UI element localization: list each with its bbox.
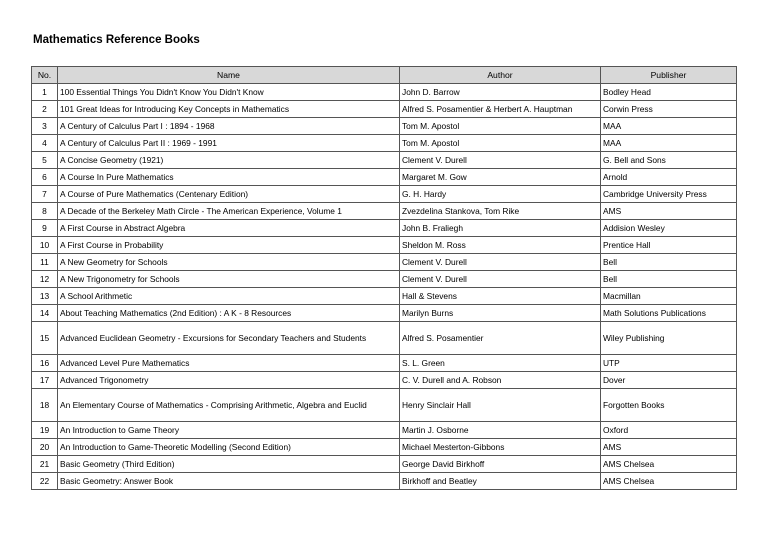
cell-name: A Course In Pure Mathematics — [58, 169, 400, 186]
cell-name: A First Course in Probability — [58, 237, 400, 254]
cell-publisher: Addision Wesley — [601, 220, 737, 237]
cell-name: A School Arithmetic — [58, 288, 400, 305]
cell-no: 5 — [32, 152, 58, 169]
cell-no: 8 — [32, 203, 58, 220]
cell-publisher: Prentice Hall — [601, 237, 737, 254]
cell-author: Michael Mesterton-Gibbons — [400, 439, 601, 456]
cell-no: 6 — [32, 169, 58, 186]
cell-name: A Concise Geometry (1921) — [58, 152, 400, 169]
table-row — [32, 254, 737, 271]
cell-name: A Course of Pure Mathematics (Centenary Edition) — [58, 186, 400, 203]
page-title: Mathematics Reference Books — [33, 34, 200, 46]
cell-no: 7 — [32, 186, 58, 203]
table-row — [32, 355, 737, 372]
cell-no: 16 — [32, 355, 58, 372]
cell-publisher: AMS Chelsea — [601, 456, 737, 473]
cell-author: Clement V. Durell — [400, 254, 601, 271]
cell-no: 3 — [32, 118, 58, 135]
cell-name: Basic Geometry (Third Edition) — [58, 456, 400, 473]
cell-publisher: Math Solutions Publications — [601, 305, 737, 322]
table-row — [32, 322, 737, 355]
cell-name: 101 Great Ideas for Introducing Key Concepts in Mathematics — [58, 101, 400, 118]
cell-no: 4 — [32, 135, 58, 152]
cell-author: C. V. Durell and A. Robson — [400, 372, 601, 389]
cell-author: Alfred S. Posamentier — [400, 322, 601, 355]
cell-publisher: AMS — [601, 439, 737, 456]
table-row — [32, 220, 737, 237]
table-row — [32, 118, 737, 135]
table-row — [32, 422, 737, 439]
table-row — [32, 152, 737, 169]
cell-name: An Introduction to Game Theory — [58, 422, 400, 439]
cell-publisher: MAA — [601, 135, 737, 152]
cell-publisher: Wiley Publishing — [601, 322, 737, 355]
header-author: Author — [400, 67, 601, 84]
cell-no: 19 — [32, 422, 58, 439]
cell-author: Clement V. Durell — [400, 152, 601, 169]
cell-name: An Introduction to Game-Theoretic Modelling (Second Edition) — [58, 439, 400, 456]
cell-name: A Century of Calculus Part I : 1894 - 1968 — [58, 118, 400, 135]
cell-name: A New Trigonometry for Schools — [58, 271, 400, 288]
table-row — [32, 186, 737, 203]
cell-name: A Decade of the Berkeley Math Circle - The American Experience, Volume 1 — [58, 203, 400, 220]
cell-no: 2 — [32, 101, 58, 118]
cell-no: 9 — [32, 220, 58, 237]
cell-author: Sheldon M. Ross — [400, 237, 601, 254]
table-row — [32, 135, 737, 152]
cell-no: 20 — [32, 439, 58, 456]
cell-publisher: Dover — [601, 372, 737, 389]
table-row — [32, 456, 737, 473]
cell-author: Clement V. Durell — [400, 271, 601, 288]
cell-no: 14 — [32, 305, 58, 322]
cell-publisher: Cambridge University Press — [601, 186, 737, 203]
cell-author: Marilyn Burns — [400, 305, 601, 322]
table-row — [32, 473, 737, 490]
cell-name: Basic Geometry: Answer Book — [58, 473, 400, 490]
table-row — [32, 271, 737, 288]
cell-no: 1 — [32, 84, 58, 101]
cell-name: Advanced Trigonometry — [58, 372, 400, 389]
cell-publisher: AMS Chelsea — [601, 473, 737, 490]
cell-publisher: Arnold — [601, 169, 737, 186]
cell-author: John B. Fraliegh — [400, 220, 601, 237]
table-row — [32, 288, 737, 305]
cell-publisher: Corwin Press — [601, 101, 737, 118]
cell-no: 10 — [32, 237, 58, 254]
table-row — [32, 372, 737, 389]
cell-author: S. L. Green — [400, 355, 601, 372]
cell-author: Henry Sinclair Hall — [400, 389, 601, 422]
cell-no: 15 — [32, 322, 58, 355]
table-row — [32, 169, 737, 186]
cell-publisher: Bell — [601, 271, 737, 288]
cell-name: A Century of Calculus Part II : 1969 - 1991 — [58, 135, 400, 152]
cell-name: A First Course in Abstract Algebra — [58, 220, 400, 237]
cell-name: 100 Essential Things You Didn't Know You Didn't Know — [58, 84, 400, 101]
cell-publisher: Bell — [601, 254, 737, 271]
cell-author: Tom M. Apostol — [400, 135, 601, 152]
cell-author: Martin J. Osborne — [400, 422, 601, 439]
cell-no: 18 — [32, 389, 58, 422]
cell-author: Tom M. Apostol — [400, 118, 601, 135]
cell-author: Zvezdelina Stankova, Tom Rike — [400, 203, 601, 220]
cell-publisher: Bodley Head — [601, 84, 737, 101]
cell-publisher: G. Bell and Sons — [601, 152, 737, 169]
cell-no: 22 — [32, 473, 58, 490]
cell-author: Alfred S. Posamentier & Herbert A. Hauptman — [400, 101, 601, 118]
cell-publisher: Macmillan — [601, 288, 737, 305]
header-publisher: Publisher — [601, 67, 737, 84]
cell-name: A New Geometry for Schools — [58, 254, 400, 271]
cell-name: About Teaching Mathematics (2nd Edition) : A K - 8 Resources — [58, 305, 400, 322]
cell-no: 11 — [32, 254, 58, 271]
cell-no: 12 — [32, 271, 58, 288]
cell-no: 17 — [32, 372, 58, 389]
books-table — [31, 66, 737, 490]
cell-publisher: AMS — [601, 203, 737, 220]
cell-author: Margaret M. Gow — [400, 169, 601, 186]
table-row — [32, 237, 737, 254]
header-no: No. — [32, 67, 58, 84]
cell-publisher: Oxford — [601, 422, 737, 439]
cell-author: George David Birkhoff — [400, 456, 601, 473]
cell-author: Hall & Stevens — [400, 288, 601, 305]
cell-publisher: UTP — [601, 355, 737, 372]
cell-name: An Elementary Course of Mathematics - Comprising Arithmetic, Algebra and Euclid — [58, 389, 400, 422]
cell-name: Advanced Level Pure Mathematics — [58, 355, 400, 372]
cell-author: John D. Barrow — [400, 84, 601, 101]
cell-no: 13 — [32, 288, 58, 305]
table-row — [32, 84, 737, 101]
table-row — [32, 389, 737, 422]
table-row — [32, 305, 737, 322]
table-row — [32, 203, 737, 220]
table-header-row — [32, 67, 737, 84]
table-row — [32, 101, 737, 118]
cell-publisher: MAA — [601, 118, 737, 135]
cell-no: 21 — [32, 456, 58, 473]
header-name: Name — [58, 67, 400, 84]
table-row — [32, 439, 737, 456]
cell-author: Birkhoff and Beatley — [400, 473, 601, 490]
cell-name: Advanced Euclidean Geometry - Excursions for Secondary Teachers and Students — [58, 322, 400, 355]
cell-author: G. H. Hardy — [400, 186, 601, 203]
table-body — [32, 84, 737, 490]
cell-publisher: Forgotten Books — [601, 389, 737, 422]
